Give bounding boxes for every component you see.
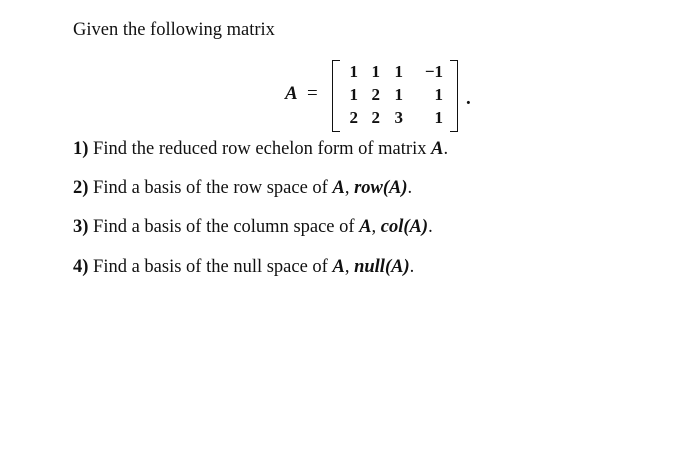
equals-sign: = — [307, 83, 318, 104]
matrix-cell-r0-c3: −1 — [424, 62, 443, 81]
matrix-cell-r1-c1: 2 — [371, 85, 380, 104]
right-bracket — [450, 60, 458, 132]
question-text: Find the reduced row echelon form of matrix — [88, 139, 432, 159]
separator: , — [344, 178, 355, 198]
math-function: null — [354, 257, 385, 277]
question-number: 1) — [73, 139, 89, 159]
question-3 — [73, 216, 433, 238]
matrix-cell-r1-c2: 1 — [394, 85, 403, 104]
question-end: . — [407, 178, 413, 198]
matrix-cell-r2-c1: 2 — [371, 108, 380, 127]
separator: , — [371, 217, 381, 237]
question-1 — [73, 138, 448, 160]
math-argument: (A) — [384, 257, 410, 277]
matrix-cell-r0-c0: 1 — [349, 62, 358, 81]
math-symbol: A — [431, 139, 444, 159]
matrix-cell-r1-c0: 1 — [349, 85, 358, 104]
left-bracket — [332, 60, 340, 132]
math-function: row — [354, 178, 383, 198]
question-text: Find a basis of the row space of — [88, 178, 333, 198]
matrix-name: A — [285, 83, 298, 104]
math-symbol: A — [359, 217, 372, 237]
math-symbol: A — [332, 257, 345, 277]
math-symbol: A — [332, 178, 345, 198]
question-number: 4) — [73, 257, 89, 277]
matrix-cell-r1-c3: 1 — [434, 85, 443, 104]
question-4 — [73, 256, 414, 278]
math-argument: (A) — [382, 178, 408, 198]
math-function: col — [380, 217, 404, 237]
question-end: . — [428, 217, 433, 237]
matrix-period: . — [466, 88, 471, 109]
question-text: Find a basis of the column space of — [88, 217, 360, 237]
question-end: . — [409, 257, 415, 277]
matrix-cell-r2-c0: 2 — [349, 108, 358, 127]
question-number: 2) — [73, 178, 89, 198]
question-number: 3) — [73, 217, 89, 237]
matrix-equation — [285, 58, 485, 132]
math-argument: (A) — [403, 217, 429, 237]
matrix-cell-r2-c2: 3 — [394, 108, 403, 127]
separator: , — [344, 257, 355, 277]
matrix-cell-r2-c3: 1 — [434, 108, 443, 127]
matrix-cell-r0-c2: 1 — [394, 62, 403, 81]
question-text: Find a basis of the null space of — [88, 257, 333, 277]
question-2 — [73, 177, 412, 199]
intro-text: Given the following matrix — [73, 20, 275, 40]
matrix-cell-r0-c1: 1 — [371, 62, 380, 81]
question-end: . — [443, 139, 449, 159]
